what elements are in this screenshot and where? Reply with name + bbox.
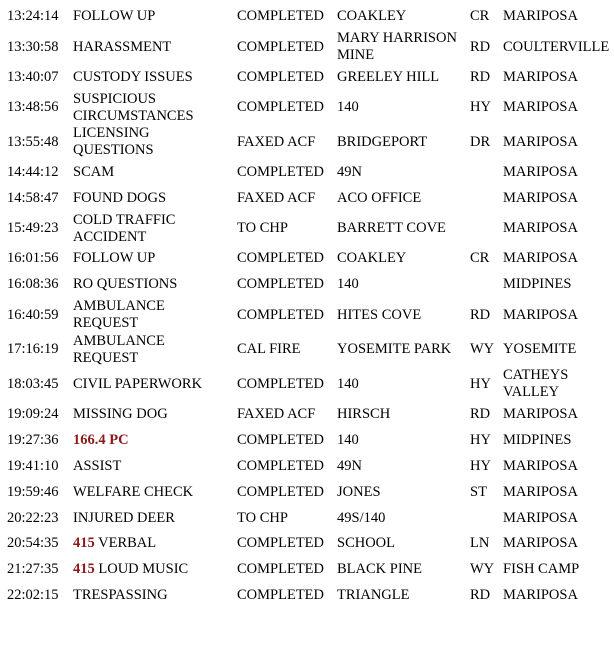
call-type xyxy=(73,427,129,453)
call-time: 19:27:36 xyxy=(7,431,59,448)
call-status: FAXED ACF xyxy=(237,405,316,422)
call-row xyxy=(0,427,614,453)
call-status: COMPLETED xyxy=(237,68,324,85)
call-location-line: 140 xyxy=(337,431,359,448)
call-row xyxy=(0,402,614,428)
street-suffix: RD xyxy=(470,68,491,85)
call-type xyxy=(73,160,114,186)
street-suffix: RD xyxy=(470,306,491,323)
street-suffix: WY xyxy=(470,341,495,358)
call-city-line: MARIPOSA xyxy=(503,587,578,604)
call-time: 14:58:47 xyxy=(7,189,59,206)
call-status: COMPLETED xyxy=(237,587,324,604)
call-location-line: 140 xyxy=(337,276,359,293)
call-type-line: MISSING DOG xyxy=(73,405,168,422)
call-city xyxy=(503,505,578,531)
call-status: COMPLETED xyxy=(237,535,324,552)
call-status: TO CHP xyxy=(237,220,288,237)
call-location xyxy=(337,298,421,333)
call-type-line: INJURED DEER xyxy=(73,509,175,526)
call-status: COMPLETED xyxy=(237,250,324,267)
call-type-line: FOLLOW UP xyxy=(73,250,156,267)
call-type xyxy=(73,453,121,479)
street-suffix: CR xyxy=(470,250,490,267)
call-city-line: MARIPOSA xyxy=(503,250,578,267)
call-city-line: CATHEYS xyxy=(503,367,569,384)
call-type-line: REQUEST xyxy=(73,315,139,332)
call-location xyxy=(337,64,439,90)
call-type xyxy=(73,90,194,125)
street-suffix: RD xyxy=(470,587,491,604)
street-suffix: HY xyxy=(470,431,491,448)
street-suffix: ST xyxy=(470,483,487,500)
call-type xyxy=(73,298,165,333)
call-location-line: 140 xyxy=(337,375,359,392)
call-city-line: MARIPOSA xyxy=(503,509,578,526)
call-type-line: TRESPASSING xyxy=(73,587,168,604)
call-type-line: VERBAL xyxy=(98,535,157,552)
street-suffix: DR xyxy=(470,133,491,150)
call-city-line: MARIPOSA xyxy=(503,164,578,180)
call-type xyxy=(73,246,155,272)
call-type xyxy=(73,125,154,160)
call-type xyxy=(73,30,171,65)
call-location xyxy=(337,125,427,160)
call-city xyxy=(503,557,579,583)
call-location xyxy=(337,427,359,453)
call-status: COMPLETED xyxy=(237,431,324,448)
call-type xyxy=(73,402,168,428)
call-status: COMPLETED xyxy=(237,457,324,474)
call-location xyxy=(337,557,422,583)
street-suffix: RD xyxy=(470,38,491,55)
call-location xyxy=(337,367,359,402)
call-city-line: MARIPOSA xyxy=(503,8,578,25)
call-location-line: JONES xyxy=(337,483,381,500)
street-suffix: RD xyxy=(470,405,491,422)
call-city-line: MARIPOSA xyxy=(503,189,578,206)
call-city-line: MARIPOSA xyxy=(503,99,578,116)
call-type-line: SUSPICIOUS xyxy=(73,90,156,107)
call-status: COMPLETED xyxy=(237,276,324,293)
call-type-line: ACCIDENT xyxy=(73,228,147,245)
call-time: 19:59:46 xyxy=(7,483,59,500)
call-city-line: MARIPOSA xyxy=(503,457,578,474)
call-time: 13:30:58 xyxy=(7,38,59,55)
call-time: 19:09:24 xyxy=(7,405,59,422)
call-location-line: HITES COVE xyxy=(337,306,422,323)
call-type-line: HARASSMENT xyxy=(73,38,172,55)
call-city-line: COULTERVILLE xyxy=(503,38,610,55)
call-row xyxy=(0,505,614,531)
call-type xyxy=(73,367,202,402)
call-row xyxy=(0,90,614,125)
call-type-line: CIRCUMSTANCES xyxy=(73,107,194,124)
call-time: 20:54:35 xyxy=(7,535,59,552)
call-location-line: MINE xyxy=(337,47,375,64)
call-status: FAXED ACF xyxy=(237,133,316,150)
call-city-line: MARIPOSA xyxy=(503,306,578,323)
call-row xyxy=(0,332,614,367)
call-type xyxy=(73,332,165,367)
call-city xyxy=(503,298,578,333)
call-location-line: 49N xyxy=(337,164,362,180)
call-time: 17:16:19 xyxy=(7,341,59,358)
call-city xyxy=(503,402,578,428)
call-location xyxy=(337,90,359,125)
call-type xyxy=(73,531,156,557)
call-location xyxy=(337,272,359,298)
call-city xyxy=(503,160,578,186)
call-city-line: MARIPOSA xyxy=(503,535,578,552)
call-location xyxy=(337,211,446,246)
call-row xyxy=(0,125,614,160)
call-type-line: WELFARE CHECK xyxy=(73,483,194,500)
call-location-line: COAKLEY xyxy=(337,8,407,25)
call-city xyxy=(503,332,576,367)
call-city xyxy=(503,64,578,90)
call-row xyxy=(0,298,614,333)
call-location xyxy=(337,505,385,531)
call-status: COMPLETED xyxy=(237,306,324,323)
call-type xyxy=(73,557,188,583)
call-location-line: SCHOOL xyxy=(337,535,396,552)
call-city-line: VALLEY xyxy=(503,384,560,401)
call-city-line: FISH CAMP xyxy=(503,561,580,578)
call-city-line: YOSEMITE xyxy=(503,341,577,358)
call-time: 13:48:56 xyxy=(7,99,59,116)
call-type-line: REQUEST xyxy=(73,349,139,366)
call-row xyxy=(0,246,614,272)
call-type xyxy=(73,185,166,211)
call-status: COMPLETED xyxy=(237,375,324,392)
call-city xyxy=(503,125,578,160)
call-location xyxy=(337,30,457,65)
call-city xyxy=(503,90,578,125)
call-row xyxy=(0,185,614,211)
call-row xyxy=(0,64,614,90)
call-city xyxy=(503,427,571,453)
street-suffix: HY xyxy=(470,457,491,474)
call-status: COMPLETED xyxy=(237,8,324,25)
call-row xyxy=(0,557,614,583)
call-city xyxy=(503,246,578,272)
call-location-line: COAKLEY xyxy=(337,250,407,267)
call-time: 14:44:12 xyxy=(7,164,59,180)
call-time: 16:40:59 xyxy=(7,306,59,323)
call-time: 16:01:56 xyxy=(7,250,59,267)
call-time: 22:02:15 xyxy=(7,587,59,604)
call-location xyxy=(337,453,362,479)
call-location-line: BRIDGEPORT xyxy=(337,133,428,150)
call-row xyxy=(0,272,614,298)
street-suffix: CR xyxy=(470,8,490,25)
call-type-line: QUESTIONS xyxy=(73,142,154,159)
call-type-line: LICENSING xyxy=(73,125,150,142)
call-city-line: MARIPOSA xyxy=(503,68,578,85)
call-status: FAXED ACF xyxy=(237,189,316,206)
call-row xyxy=(0,453,614,479)
call-status: COMPLETED xyxy=(237,561,324,578)
call-type xyxy=(73,4,155,30)
call-type-line: FOUND DOGS xyxy=(73,189,167,206)
call-status: COMPLETED xyxy=(237,99,324,116)
call-location xyxy=(337,246,406,272)
call-city xyxy=(503,211,578,246)
call-type xyxy=(73,583,168,609)
call-type-line: FOLLOW UP xyxy=(73,8,156,25)
call-type-line: CUSTODY ISSUES xyxy=(73,68,193,85)
call-location-line: 49N xyxy=(337,457,362,474)
call-city xyxy=(503,453,578,479)
call-city xyxy=(503,583,578,609)
street-suffix: LN xyxy=(470,535,490,552)
call-type xyxy=(73,479,193,505)
call-log xyxy=(0,4,614,609)
call-location-line: MARY HARRISON xyxy=(337,30,457,47)
call-location-line: BLACK PINE xyxy=(337,561,422,578)
call-status: COMPLETED xyxy=(237,38,324,55)
call-type-line: ASSIST xyxy=(73,457,122,474)
call-location-line: TRIANGLE xyxy=(337,587,410,604)
call-city-line: MARIPOSA xyxy=(503,483,578,500)
call-location-line: 49S/140 xyxy=(337,509,386,526)
call-time: 21:27:35 xyxy=(7,561,59,578)
call-type-line: COLD TRAFFIC xyxy=(73,211,176,228)
call-location-line: HIRSCH xyxy=(337,405,391,422)
call-row xyxy=(0,531,614,557)
street-suffix: HY xyxy=(470,99,491,116)
call-time: 13:40:07 xyxy=(7,68,59,85)
call-city xyxy=(503,272,571,298)
call-row xyxy=(0,211,614,246)
call-city-line: MARIPOSA xyxy=(503,133,578,150)
call-status: TO CHP xyxy=(237,509,288,526)
call-status: COMPLETED xyxy=(237,483,324,500)
call-type-line: SCAM xyxy=(73,164,115,180)
call-type-line: AMBULANCE xyxy=(73,332,165,349)
call-location-line: ACO OFFICE xyxy=(337,189,422,206)
call-type xyxy=(73,64,193,90)
call-row xyxy=(0,160,614,186)
street-suffix: WY xyxy=(470,561,495,578)
call-type-line: RO QUESTIONS xyxy=(73,276,178,293)
call-city xyxy=(503,185,578,211)
call-row xyxy=(0,583,614,609)
call-type xyxy=(73,211,175,246)
call-city-line: MIDPINES xyxy=(503,276,572,293)
call-city xyxy=(503,531,578,557)
call-row xyxy=(0,4,614,30)
street-suffix: HY xyxy=(470,375,491,392)
call-city-line: MIDPINES xyxy=(503,431,572,448)
call-type xyxy=(73,272,177,298)
call-type-line: AMBULANCE xyxy=(73,298,165,315)
call-city xyxy=(503,367,568,402)
call-location xyxy=(337,531,395,557)
call-city xyxy=(503,479,578,505)
call-location xyxy=(337,402,390,428)
call-time: 13:24:14 xyxy=(7,8,59,25)
call-city-line: MARIPOSA xyxy=(503,405,578,422)
call-time: 16:08:36 xyxy=(7,276,59,293)
call-city xyxy=(503,30,609,65)
call-status: COMPLETED xyxy=(237,164,324,180)
call-location xyxy=(337,160,362,186)
penal-code: 166.4 PC xyxy=(73,431,129,448)
call-location-line: GREELEY HILL xyxy=(337,68,440,85)
call-city xyxy=(503,4,578,30)
call-time: 18:03:45 xyxy=(7,375,59,392)
call-row xyxy=(0,479,614,505)
call-location xyxy=(337,185,421,211)
call-status: CAL FIRE xyxy=(237,341,301,358)
call-time: 20:22:23 xyxy=(7,509,59,526)
penal-code: 415 xyxy=(73,535,95,552)
call-location xyxy=(337,4,406,30)
call-location-line: 140 xyxy=(337,99,359,116)
call-city-line: MARIPOSA xyxy=(503,220,578,237)
call-type xyxy=(73,505,175,531)
call-time: 19:41:10 xyxy=(7,457,59,474)
call-location xyxy=(337,332,451,367)
call-type-line: CIVIL PAPERWORK xyxy=(73,375,203,392)
call-row xyxy=(0,367,614,402)
call-location xyxy=(337,479,381,505)
call-location xyxy=(337,583,410,609)
call-location-line: BARRETT COVE xyxy=(337,220,446,237)
call-location-line: YOSEMITE PARK xyxy=(337,341,452,358)
call-type-line: LOUD MUSIC xyxy=(98,561,189,578)
call-time: 15:49:23 xyxy=(7,220,59,237)
penal-code: 415 xyxy=(73,561,95,578)
call-row xyxy=(0,30,614,65)
call-time: 13:55:48 xyxy=(7,133,59,150)
